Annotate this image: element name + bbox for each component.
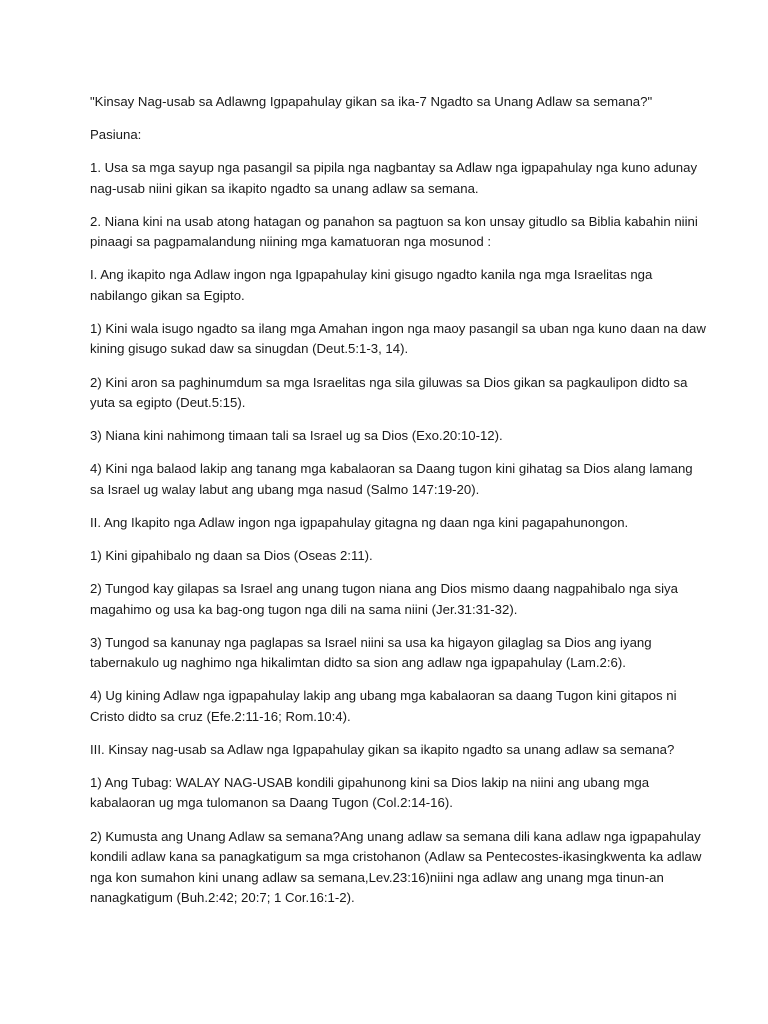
- section-2-point-2: 2) Tungod kay gilapas sa Israel ang unang tugon niana ang Dios mismo daang nagpahibalo nga siya magahimo og usa ka bag-ong tugon nga dili na sama niini (Jer.31:31-32).: [90, 581, 678, 617]
- section-2-point-4: 4) Ug kining Adlaw nga igpapahulay lakip ang ubang mga kabalaoran sa daang Tugon kini gitapos ni Cristo didto sa cruz (Efe.2:11-16; Rom.10:4).: [90, 688, 677, 724]
- section-2-point-1: 1) Kini gipahibalo ng daan sa Dios (Oseas 2:11).: [90, 547, 373, 563]
- section-1-point-4: 4) Kini nga balaod lakip ang tanang mga kabalaoran sa Daang tugon kini gihatag sa Dios alang lamang sa Israel ug walay labut ang ubang mga nasud (Salmo 147:19-20).: [90, 461, 693, 497]
- paragraph-intro-1: 1. Usa sa mga sayup nga pasangil sa pipila nga nagbantay sa Adlaw nga igpapahulay nga kuno adunay nag-usab niini gikan sa ikapito ngadto sa unang adlaw sa semana.: [90, 160, 698, 196]
- section-3-point-1: 1) Ang Tubag: WALAY NAG-USAB kondili gipahunong kini sa Dios lakip na niini ang ubang mga kabalaoran ug mga tulomanon sa Daang Tugon (Col.2:14-16).: [90, 774, 650, 811]
- section-1-point-3: 3) Niana kini nahimong timaan tali sa Israel ug sa Dios (Exo.20:10-12).: [90, 428, 503, 444]
- intro-heading: Pasiuna:: [90, 127, 142, 143]
- section-1-point-1: 1) Kini wala isugo ngadto sa ilang mga Amahan ingon nga maoy pasangil sa uban nga kuno daan na daw kining gisugo sukad daw sa sinugdan (Deut.5:1-3, 14).: [90, 320, 706, 357]
- section-1-point-2: 2) Kini aron sa paghinumdum sa mga Israelitas nga sila giluwas sa Dios gikan sa pagkaulipon didto sa yuta sa egipto (Deut.5:15).: [90, 374, 688, 411]
- section-2-point-3: 3) Tungod sa kanunay nga paglapas sa Israel niini sa usa ka higayon gilaglag sa Dios ang iyang tabernakulo ug naghimo nga hikalimtan didto sa sion ang adlaw nga igpapahulay (Lam.2:6).: [90, 634, 652, 671]
- section-heading-2: II. Ang Ikapito nga Adlaw ingon nga igpapahulay gitagna ng daan nga kini pagapahunongon.: [90, 514, 629, 530]
- section-3-point-2: 2) Kumusta ang Unang Adlaw sa semana?Ang unang adlaw sa semana dili kana adlaw nga igpapahulay kondili adlaw kana sa panagkatigum sa mga cristohanon (Adlaw sa Pentecostes-ikasingkwenta ka adlaw nga kon sumahon kini unang adlaw sa semana,Lev.23:16)niini nga adlaw ang unang mga tinun-an nanagkatigum (Buh.2:42; 20:7; 1 Cor.16:1-2).: [90, 828, 702, 905]
- paragraph-intro-2: 2. Niana kini na usab atong hatagan og panahon sa pagtuon sa kon unsay gitudlo sa Biblia kabahin niini pinaagi sa pagpamalandung niining mga kamatuoran nga mosunod :: [90, 213, 698, 250]
- section-heading-1: I. Ang ikapito nga Adlaw ingon nga Igpapahulay kini gisugo ngadto kanila nga mga Israelitas nga nabilango gikan sa Egipto.: [90, 267, 653, 303]
- document-title: "Kinsay Nag-usab sa Adlawng Igpapahulay gikan sa ika-7 Ngadto sa Unang Adlaw sa semana?": [90, 94, 653, 109]
- section-heading-3: III. Kinsay nag-usab sa Adlaw nga Igpapahulay gikan sa ikapito ngadto sa unang adlaw sa semana?: [90, 741, 675, 757]
